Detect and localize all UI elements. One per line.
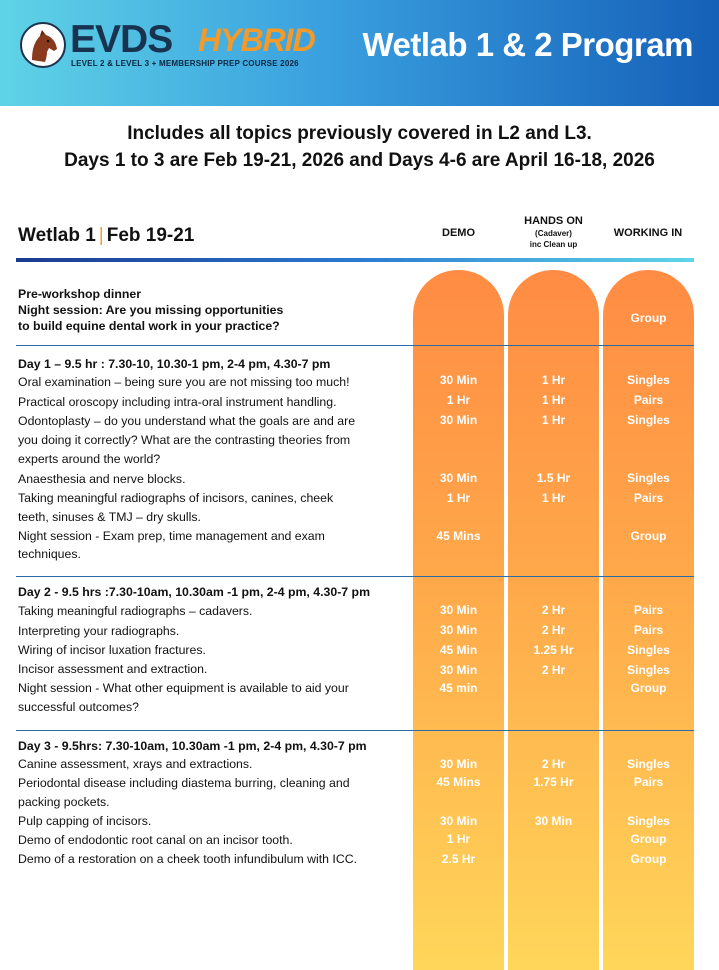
day1-line: Odontoplasty – do you understand what the goals are and are: [18, 414, 356, 428]
day2-heading: Day 2 - 9.5 hrs :7.30-10am, 10.30am -1 pm, 2-4 pm, 4.30-7 pm: [18, 585, 370, 599]
pre-working-in: Group: [630, 311, 667, 325]
header-banner: [0, 0, 719, 106]
day2-working-in: Singles: [627, 643, 670, 657]
day2-line: successful outcomes?: [18, 700, 139, 714]
day1-line: you doing it correctly? What are the contrasting theories from: [18, 433, 351, 447]
day1-demo: 30 Min: [439, 471, 478, 485]
day3-hands-on: 30 Min: [534, 814, 573, 828]
logo-tagline: LEVEL 2 & LEVEL 3 + MEMBERSHIP PREP COURSE 2026: [71, 59, 299, 68]
wetlab-title-dates: Feb 19-21: [106, 225, 195, 246]
day2-hands-on: 2 Hr: [541, 603, 566, 617]
day2-working-in: Pairs: [633, 603, 664, 617]
day1-demo: 30 Min: [439, 413, 478, 427]
day1-line: Anaesthesia and nerve blocks.: [18, 472, 186, 486]
day2-hands-on: 1.25 Hr: [533, 643, 574, 657]
day3-line: Demo of a restoration on a cheek tooth infundibulum with ICC.: [18, 852, 358, 866]
day1-hands-on: 1 Hr: [541, 491, 566, 505]
wetlab-title-name: Wetlab 1: [18, 225, 96, 246]
day3-demo: 2.5 Hr: [441, 852, 476, 866]
day2-demo: 45 min: [439, 681, 478, 695]
day2-line: Wiring of incisor luxation fractures.: [18, 643, 206, 657]
day2-working-in: Singles: [627, 663, 670, 677]
day3-demo: 30 Min: [439, 757, 478, 771]
day2-working-in: Pairs: [633, 623, 664, 637]
day3-working-in: Group: [630, 832, 667, 846]
day2-line: Night session - What other equipment is available to aid your: [18, 681, 349, 695]
day1-line: experts around the world?: [18, 452, 161, 466]
day3-demo: 45 Mins: [436, 775, 481, 789]
day1-hands-on: 1 Hr: [541, 393, 566, 407]
section-divider: [16, 730, 694, 731]
day3-working-in: Singles: [627, 757, 670, 771]
column-header-demo: DEMO: [442, 227, 475, 239]
day2-line: Taking meaningful radiographs – cadavers.: [18, 604, 253, 618]
day3-working-in: Singles: [627, 814, 670, 828]
page-title: Wetlab 1 & 2 Program: [362, 26, 693, 63]
day1-line: Taking meaningful radiographs of incisors, canines, cheek: [18, 491, 334, 505]
day3-line: Pulp capping of incisors.: [18, 814, 152, 828]
day1-line: Night session - Exam prep, time management and exam: [18, 529, 325, 543]
day2-demo: 30 Min: [439, 623, 478, 637]
day1-demo: 45 Mins: [436, 529, 481, 543]
wetlab-title-separator: |: [98, 225, 104, 246]
day1-line: Practical oroscopy including intra-oral instrument handling.: [18, 395, 337, 409]
day2-hands-on: 2 Hr: [541, 663, 566, 677]
day1-working-in: Singles: [627, 373, 670, 387]
day1-working-in: Singles: [627, 471, 670, 485]
day2-line: Incisor assessment and extraction.: [18, 662, 208, 676]
day1-hands-on: 1.5 Hr: [536, 471, 571, 485]
day1-working-in: Pairs: [633, 491, 664, 505]
day1-working-in: Pairs: [633, 393, 664, 407]
day3-hands-on: 2 Hr: [541, 757, 566, 771]
day1-line: techniques.: [18, 547, 81, 561]
day2-demo: 30 Min: [439, 603, 478, 617]
day3-demo: 1 Hr: [446, 832, 471, 846]
day1-hands-on: 1 Hr: [541, 373, 566, 387]
section-divider: [16, 345, 694, 346]
logo-evds-text: EVDS: [70, 18, 173, 61]
column-header-hands-on-sub1: (Cadaver): [535, 229, 572, 238]
day3-working-in: Pairs: [633, 775, 664, 789]
column-header-hands-on: HANDS ON: [524, 215, 583, 227]
day1-heading: Day 1 – 9.5 hr : 7.30-10, 10.30-1 pm, 2-4 pm, 4.30-7 pm: [18, 357, 331, 371]
day1-hands-on: 1 Hr: [541, 413, 566, 427]
section-divider: [16, 576, 694, 577]
day2-working-in: Group: [630, 681, 667, 695]
day2-line: Interpreting your radiographs.: [18, 624, 180, 638]
day3-line: Periodontal disease including diastema burring, cleaning and: [18, 776, 350, 790]
day3-line: Demo of endodontic root canal on an incisor tooth.: [18, 833, 293, 847]
header-rule: [16, 258, 694, 262]
column-header-working-in: WORKING IN: [613, 227, 683, 239]
column-header-hands-on-sub2: inc Clean up: [529, 240, 578, 249]
day1-working-in: Group: [630, 529, 667, 543]
day1-line: Oral examination – being sure you are not missing too much!: [18, 375, 350, 389]
day2-demo: 45 Min: [439, 643, 478, 657]
intro-line-2: Days 1 to 3 are Feb 19-21, 2026 and Days 4-6 are April 16-18, 2026: [64, 150, 655, 171]
pre-night-session-line-2: to build equine dental work in your practice?: [18, 319, 280, 333]
day1-demo: 30 Min: [439, 373, 478, 387]
day3-hands-on: 1.75 Hr: [533, 775, 574, 789]
wetlab-title: [18, 225, 194, 247]
day1-demo: 1 Hr: [446, 393, 471, 407]
day1-line: teeth, sinuses & TMJ – dry skulls.: [18, 510, 201, 524]
day3-demo: 30 Min: [439, 814, 478, 828]
logo-hybrid-text: HYBRID: [198, 22, 315, 58]
intro-line-1: Includes all topics previously covered in L2 and L3.: [127, 123, 592, 144]
day3-working-in: Group: [630, 852, 667, 866]
day1-demo: 1 Hr: [446, 491, 471, 505]
day1-working-in: Singles: [627, 413, 670, 427]
pre-workshop-title: Pre-workshop dinner: [18, 287, 141, 301]
pre-night-session-line-1: Night session: Are you missing opportunities: [18, 303, 284, 317]
day3-line: Canine assessment, xrays and extractions.: [18, 757, 253, 771]
horse-head-icon: [20, 22, 66, 68]
day3-line: packing pockets.: [18, 795, 110, 809]
day2-hands-on: 2 Hr: [541, 623, 566, 637]
day3-heading: Day 3 - 9.5hrs: 7.30-10am, 10.30am -1 pm, 2-4 pm, 4.30-7 pm: [18, 739, 367, 753]
day2-demo: 30 Min: [439, 663, 478, 677]
